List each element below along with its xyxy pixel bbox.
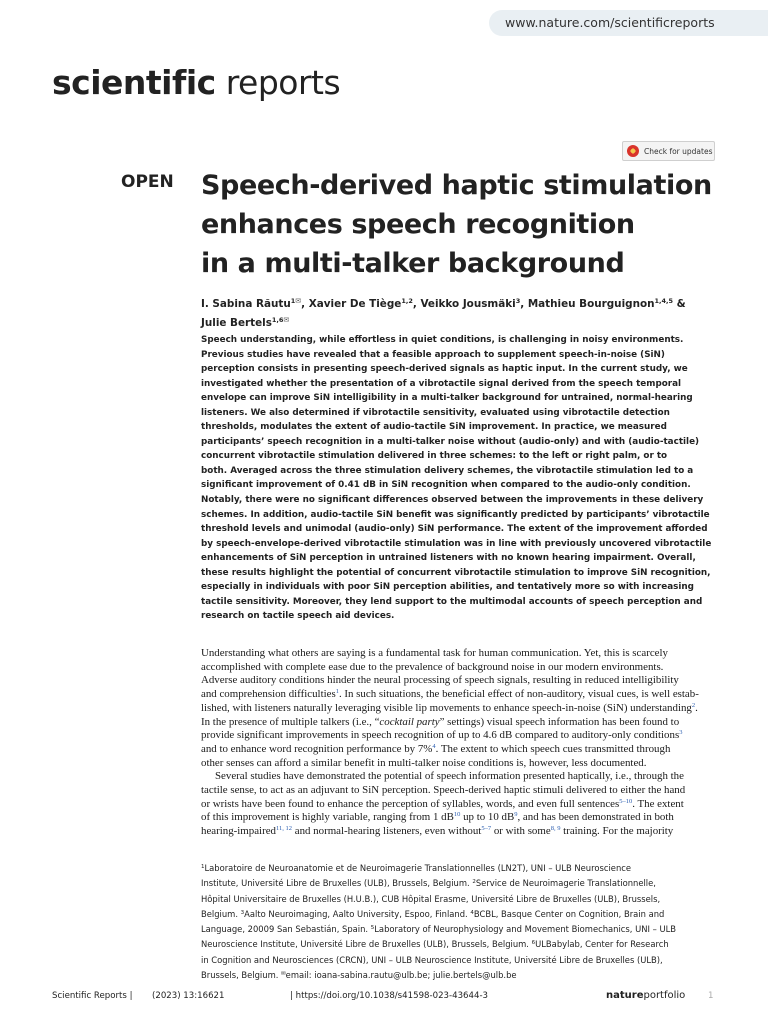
body-text: tactile sense, to act as an adjuvant to SiN perception. Speech-derived haptic stimuli delivered to either the hand xyxy=(201,784,686,797)
abstract-line: by speech-envelope-derived vibrotactile stimulation was in line with previously uncovered vibrotactile xyxy=(201,538,712,549)
check-for-updates-button[interactable] xyxy=(622,141,715,161)
author-separator: , xyxy=(301,298,309,310)
author-separator: , xyxy=(412,298,421,310)
abstract-line: tactile sensitivity. Moreover, they lend support to the multimodal accounts of speech perception and xyxy=(201,596,703,607)
abstract-line: especially in individuals with poor SiN perception abilities, and tentatively more so with increasing xyxy=(201,582,694,593)
body-text: . xyxy=(695,701,698,714)
abstract-line: investigated whether the presentation of a vibrotactile signal derived from the speech temporal xyxy=(201,378,682,389)
abstract-line: Notably, there were no significant differences observed between the improvements in these delivery xyxy=(201,495,704,506)
abstract-line: participants’ speech recognition in a multi-talker noise without (audio-only) and with (audio-tactile) xyxy=(201,436,700,447)
abstract-line: schemes. In addition, audio-tactile SiN benefit was significantly predicted by participants’ vibrotactile xyxy=(201,509,710,520)
body-text: . The extent xyxy=(632,797,684,810)
reference-link[interactable]: 10 xyxy=(453,811,461,819)
reference-link[interactable]: 2 xyxy=(691,701,696,709)
abstract-line: concurrent vibrotactile stimulation delivered in three schemes: to the left or right palm, or to xyxy=(201,451,668,462)
check-for-updates-label: Check for updates xyxy=(644,146,713,156)
publisher-bold: nature xyxy=(606,990,644,1001)
envelope-icon[interactable]: ✉ xyxy=(283,316,290,324)
title-line: Speech-derived haptic stimulation xyxy=(201,170,712,201)
abstract-line: thresholds, modulates the extent of audio-tactile SiN improvement. In practice, we measured xyxy=(201,422,667,433)
reference-link[interactable]: 11, 12 xyxy=(276,825,293,833)
abstract-line: significant improvement of 0.41 dB in SiN recognition when compared to the audio-only condition. xyxy=(201,480,691,491)
author-name[interactable]: Xavier De Tiège xyxy=(308,298,402,310)
reference-link[interactable]: 4 xyxy=(470,909,474,916)
affiliation-line xyxy=(201,953,717,968)
affiliation-line xyxy=(201,907,717,922)
affiliation-text: Brussels, Belgium. xyxy=(201,970,282,981)
reference-link[interactable]: 3 xyxy=(679,729,683,737)
body-text: accomplished with complete ease due to the prevalence of background noise in our modern environments. xyxy=(201,660,664,673)
body-line xyxy=(201,757,717,771)
abstract-line: perception consists in presenting speech-derived signals as haptic input. In the current study, we xyxy=(201,364,688,375)
body-line xyxy=(201,825,717,839)
body-text: hearing-impaired xyxy=(201,825,276,838)
body-line xyxy=(201,702,717,716)
reference-link[interactable]: 6 xyxy=(531,940,536,947)
affiliation-text: Laboratoire de Neuroanatomie et de Neuroimagerie Translationnelles (LN2T), UNI – ULB Neuroscience xyxy=(204,863,632,873)
body-text: up to 10 dB xyxy=(460,811,515,824)
author-affiliation-ref: 1 xyxy=(290,297,296,305)
abstract-line: research on tactile speech aid devices. xyxy=(201,611,395,622)
reference-link[interactable]: 3 xyxy=(240,909,245,916)
affiliation-line xyxy=(201,922,717,937)
affiliation-text: Language, 20009 San Sebastián, Spain. xyxy=(201,924,371,935)
publisher-light: portfolio xyxy=(643,990,686,1001)
affiliation-text: Service de Neuroimagerie Translationnelle, xyxy=(475,878,656,889)
affiliation-text: Laboratory of Neurophysiology and Movement Biomechanics, UNI – ULB xyxy=(374,924,677,935)
body-line xyxy=(201,811,717,825)
author-affiliation-ref: 1,6 xyxy=(271,316,284,324)
affiliation-line xyxy=(201,861,717,876)
footer-journal: Scientific Reports | xyxy=(52,991,133,1001)
affiliation-line xyxy=(201,892,717,907)
body-text: Several studies have demonstrated the potential of speech information presented haptically, i.e., through the xyxy=(215,770,684,783)
abstract-line: Previous studies have revealed that a feasible approach to supplement speech-in-noise (SiN) xyxy=(201,349,665,360)
affiliations xyxy=(201,861,717,983)
body-line xyxy=(201,743,717,757)
journal-url[interactable]: www.nature.com/scientificreports xyxy=(489,10,768,36)
body-line xyxy=(201,784,717,798)
body-text: other senses can afford a similar benefit in multi-talker noise conditions is, however, less documented. xyxy=(201,756,647,769)
body-line xyxy=(201,729,717,743)
body-text xyxy=(201,647,717,839)
author-name[interactable]: I. Sabina Răutu xyxy=(201,298,291,310)
reference-link[interactable]: 5–7 xyxy=(481,825,492,833)
abstract xyxy=(201,333,717,624)
body-line xyxy=(201,770,717,784)
abstract-line: Speech understanding, while effortless in quiet conditions, is challenging in noisy environments. xyxy=(201,335,684,345)
body-text: or wrists have been found to enhance the perception of syllables, words, and even full sentences xyxy=(201,797,620,810)
masthead-light: reports xyxy=(215,63,341,102)
affiliation-line xyxy=(201,876,717,891)
publisher-logo xyxy=(606,986,685,1006)
body-line xyxy=(201,716,717,730)
body-text: training. For the majority xyxy=(560,825,674,838)
body-text: and to enhance word recognition performance by 7% xyxy=(201,742,433,755)
body-line xyxy=(201,647,717,661)
affiliation-text: ULBabylab, Center for Research xyxy=(535,939,669,950)
body-line xyxy=(201,688,717,702)
abstract-line: threshold levels and unimodal (audio-only) SiN performance. The extent of the improvement afforded xyxy=(201,524,708,535)
reference-link[interactable]: 5 xyxy=(370,925,375,932)
author-affiliation-ref: 1,4,5 xyxy=(654,297,674,305)
author-name[interactable]: Julie Bertels xyxy=(201,317,272,329)
abstract-line: enhancements of SiN perception in untrained listeners with no known hearing impairment. Overall, xyxy=(201,553,696,564)
page-footer xyxy=(52,986,722,1010)
body-text: and comprehension difficulties xyxy=(201,688,336,701)
affiliation-text: Aalto Neuroimaging, Aalto University, Espoo, Finland. xyxy=(244,908,471,919)
body-text: In the presence of multiple talkers (i.e., “ xyxy=(201,715,380,728)
masthead-bold: scientific xyxy=(52,63,216,102)
reference-link[interactable]: 2 xyxy=(472,879,476,886)
open-access-label: OPEN xyxy=(121,172,174,192)
affiliation-text: Institute, Université Libre de Bruxelles (ULB), Brussels, Belgium. xyxy=(201,878,473,889)
affiliation-text: Neuroscience Institute, Université Libre de Bruxelles (ULB), Brussels, Belgium. xyxy=(201,939,532,950)
reference-link[interactable]: 9 xyxy=(514,811,518,819)
crossmark-icon xyxy=(627,145,639,157)
body-text: ” settings) visual speech information has been found to xyxy=(439,715,680,728)
title-line: in a multi-talker background xyxy=(201,248,625,279)
journal-masthead xyxy=(52,63,340,103)
body-text: . In such situations, the beneficial effect of non-auditory, visual cues, is well estab- xyxy=(338,688,699,701)
body-text: provide significant improvements in speech recognition of up to 4.6 dB compared to auditory-only conditions xyxy=(201,729,680,742)
abstract-line: envelope can improve SiN intelligibility in a multi-talker background for untrained, normal-hearing xyxy=(201,393,693,404)
affiliation-line xyxy=(201,968,717,983)
body-text: of this improvement is highly variable, ranging from 1 dB xyxy=(201,811,454,824)
affiliation-text: Hôpital Universitaire de Bruxelles (H.U.B.), CUB Hôpital Erasme, Université Libre de Bruxelles (ULB), Brussels, xyxy=(201,893,661,904)
body-text: lished, with listeners naturally leveraging visible lip movements to enhance speech-in-noise (SiN) understanding xyxy=(201,701,692,714)
body-text: . The extent to which speech cues transmitted through xyxy=(435,742,671,755)
author-list xyxy=(201,293,721,331)
reference-link[interactable]: ✉ xyxy=(281,971,286,978)
abstract-line: these results highlight the potential of concurrent vibrotactile stimulation to improve SiN recognition, xyxy=(201,567,711,578)
body-text: , and has been demonstrated in both xyxy=(517,811,674,824)
body-line xyxy=(201,798,717,812)
reference-link[interactable]: 5–10 xyxy=(619,797,633,805)
reference-link[interactable]: 1 xyxy=(201,864,205,870)
body-text: Adverse auditory conditions hinder the neural processing of speech signals, resulting in reduced intelligibility xyxy=(201,674,679,687)
title-line: enhances speech recognition xyxy=(201,209,635,240)
author-name[interactable]: Mathieu Bourguignon xyxy=(527,298,655,310)
abstract-line: both. Averaged across the three stimulation delivery schemes, the vibrotactile stimulation led to a xyxy=(201,465,694,476)
footer-doi-link[interactable]: | https://doi.org/10.1038/s41598-023-43644-3 xyxy=(290,991,489,1001)
affiliation-line xyxy=(201,937,717,952)
body-text: or with some xyxy=(491,825,551,838)
body-emphasis: cocktail party xyxy=(379,715,440,728)
affiliation-text: email: ioana-sabina.rautu@ulb.be; julie.bertels@ulb.be xyxy=(285,970,517,981)
article-title xyxy=(201,166,741,283)
footer-citation: (2023) 13:16621 xyxy=(152,991,225,1001)
body-line xyxy=(201,661,717,675)
reference-link[interactable]: 8, 9 xyxy=(550,825,561,833)
author-affiliation-ref: 1,2 xyxy=(401,297,413,305)
author-name[interactable]: Veikko Jousmäki xyxy=(420,298,516,310)
author-separator: & xyxy=(673,298,686,310)
envelope-icon[interactable]: ✉ xyxy=(295,297,302,305)
body-text: Understanding what others are saying is a fundamental task for human communication. Yet, this is scarcely xyxy=(201,647,668,659)
abstract-line: listeners. We also determined if vibrotactile sensitivity, evaluated using vibrotactile detection xyxy=(201,407,670,418)
affiliation-text: BCBL, Basque Center on Cognition, Brain and xyxy=(473,908,665,919)
body-line xyxy=(201,674,717,688)
author-separator: , xyxy=(520,298,528,310)
body-text: and normal-hearing listeners, even without xyxy=(292,825,482,838)
page-number: 1 xyxy=(708,991,714,1001)
affiliation-text: in Cognition and Neurosciences (CRCN), UNI – ULB Neuroscience Institute, Université Libre de Bruxelles (ULB), xyxy=(201,954,663,965)
reference-link[interactable]: 1 xyxy=(335,688,339,696)
reference-link[interactable]: 4 xyxy=(432,742,436,750)
author-affiliation-ref: 3 xyxy=(515,297,521,305)
affiliation-text: Belgium. xyxy=(201,908,241,919)
